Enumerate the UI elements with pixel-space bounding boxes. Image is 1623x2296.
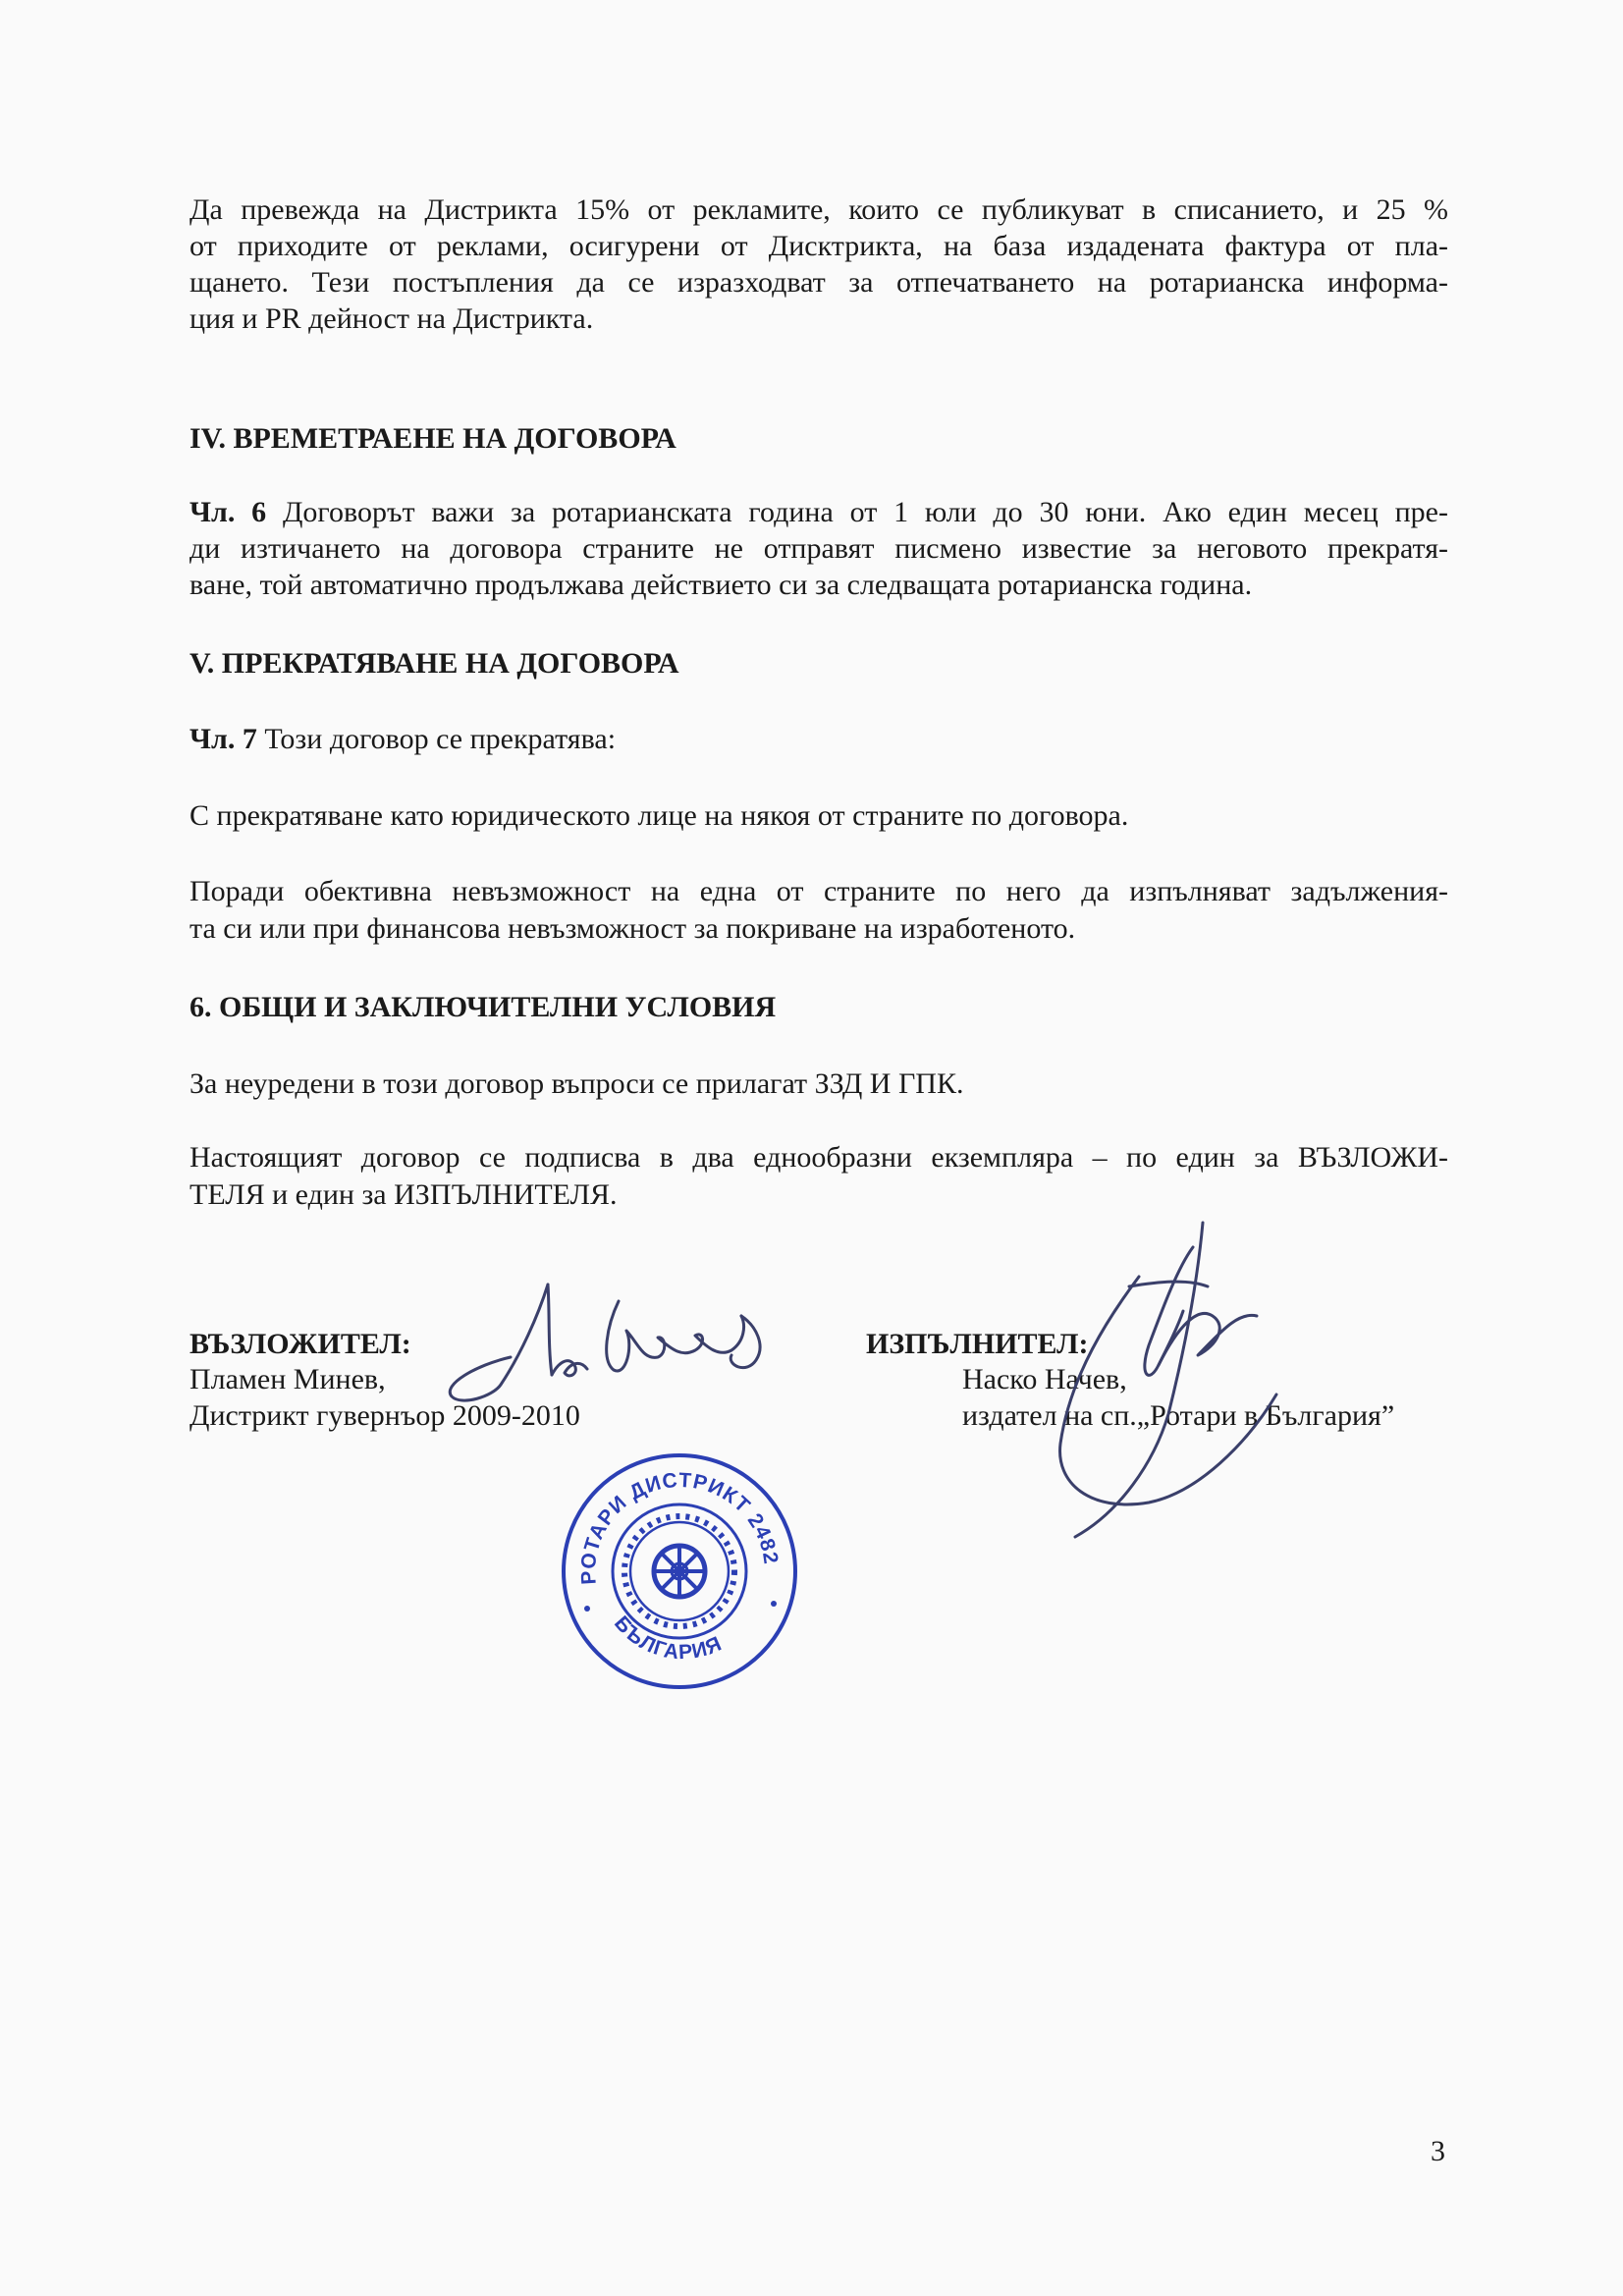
article-7-text: Този договор се прекратява:: [256, 723, 617, 755]
contractor-signature-image: [1031, 1218, 1306, 1542]
assignor-signature-image: [432, 1267, 805, 1414]
termination-clause-2-line: Поради обективна невъзможност на една от страните по него да изпълняват задължения-: [189, 875, 1448, 907]
article-6-line: ване, той автоматично продължава действието си за следващата ротарианска година.: [189, 569, 1253, 601]
section-heading-6: 6. ОБЩИ И ЗАКЛЮЧИТЕЛНИ УСЛОВИЯ: [189, 991, 777, 1023]
contractor-title: ИЗПЪЛНИТЕЛ:: [866, 1328, 1089, 1360]
article-6-text: Договорът важи за ротарианската година от 1 юли до 30 юни. Ако един месец пре-: [266, 496, 1448, 528]
general-clause-2-line: ТЕЛЯ и един за ИЗПЪЛНИТЕЛЯ.: [189, 1178, 618, 1211]
article-6-label: Чл. 6: [189, 496, 267, 528]
contractor-name: Наско Начев,: [962, 1363, 1127, 1395]
stamp-top-text: РОТАРИ ДИСТРИКТ 2482: [576, 1468, 783, 1586]
section-heading-v: V. ПРЕКРАТЯВАНЕ НА ДОГОВОРА: [189, 647, 679, 680]
stamp-bottom-text: БЪЛГАРИЯ: [609, 1612, 726, 1665]
article-7-line: [189, 721, 616, 757]
assignor-name: Пламен Минев,: [189, 1363, 386, 1395]
contractor-role: издател на сп.„Ротари в България”: [962, 1399, 1395, 1432]
paragraph-line: от приходите от реклами, осигурени от Дисктрикта, на база издадената фактура от пла-: [189, 230, 1448, 262]
section-heading-iv: IV. ВРЕМЕТРАЕНЕ НА ДОГОВОРА: [189, 422, 676, 455]
article-6-line: [189, 494, 1448, 531]
assignor-role: Дистрикт гувернъор 2009-2010: [189, 1399, 580, 1432]
paragraph-line: Да превежда на Дистрикта 15% от рекламите, които се публикуват в списанието, и 25 %: [189, 193, 1448, 226]
paragraph-line: ция и PR дейност на Дистрикта.: [189, 302, 594, 335]
rotary-district-stamp: [560, 1451, 800, 1692]
article-7-label: Чл. 7: [189, 723, 257, 755]
page-number: 3: [1431, 2135, 1445, 2167]
paragraph-line: щането. Тези постъпления да се изразходват за отпечатването на ротарианска информа-: [189, 266, 1448, 299]
article-6-line: ди изтичането на договора страните не отправят писмено известие за неговото прекратя-: [189, 532, 1448, 565]
termination-clause-2-line: та си или при финансова невъзможност за покриване на изработеното.: [189, 912, 1076, 945]
general-clause-2-line: Настоящият договор се подписва в два еднообразни екземпляра – по един за ВЪЗЛОЖИ-: [189, 1141, 1448, 1174]
termination-clause-1: С прекратяване като юридическото лице на някоя от страните по договора.: [189, 799, 1129, 832]
general-clause-1: За неуредени в този договор въпроси се прилагат ЗЗД И ГПК.: [189, 1067, 964, 1100]
assignor-title: ВЪЗЛОЖИТЕЛ:: [189, 1328, 411, 1360]
